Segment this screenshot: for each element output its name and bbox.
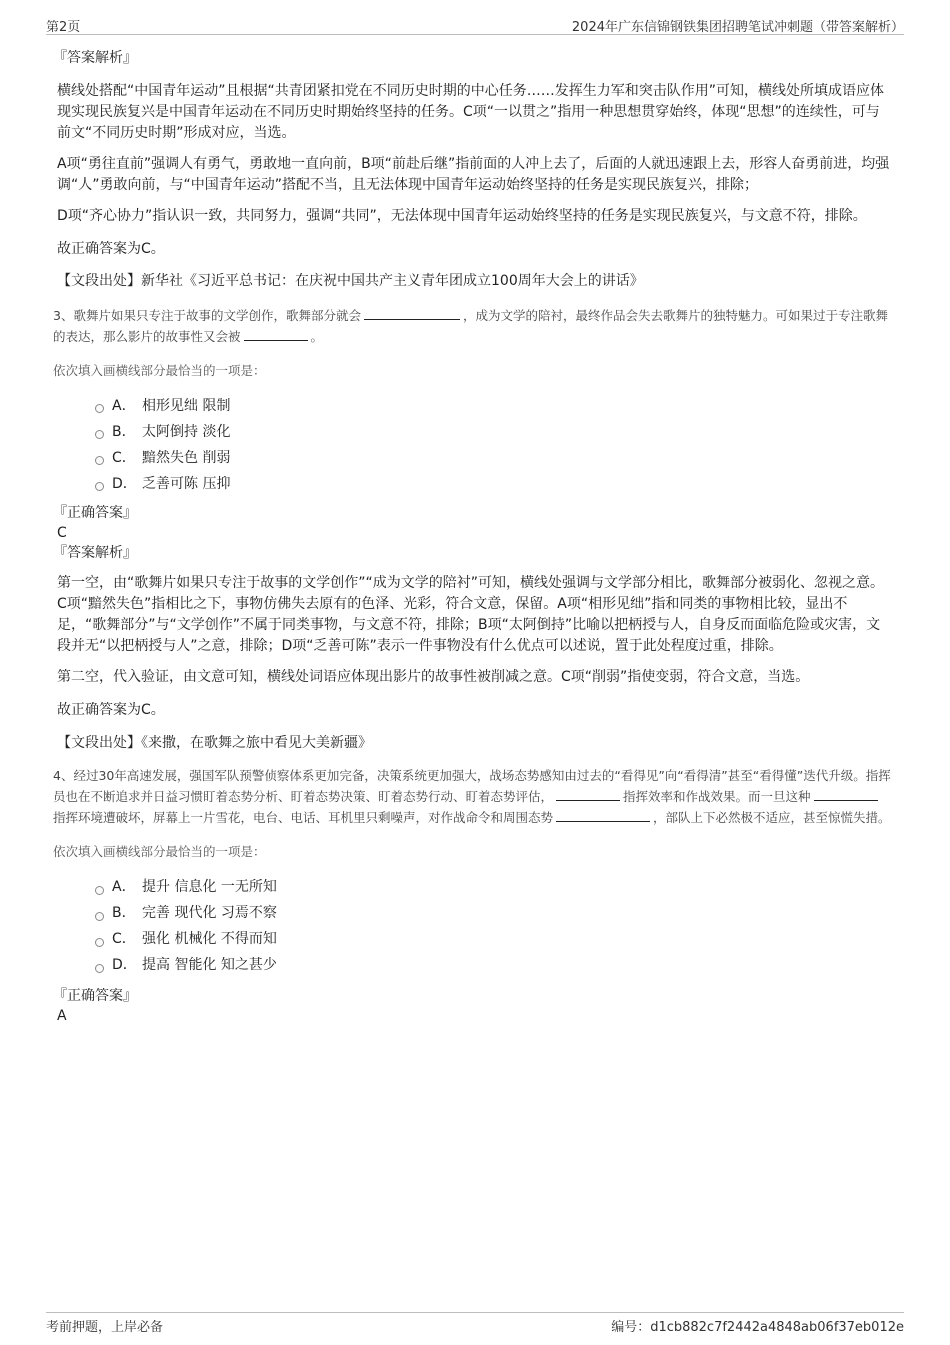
q3-analysis-para2: 第二空，代入验证，由文意可知，横线处词语应体现出影片的故事性被削减之意。C项“削弱”指使变弱，符合文意，当选。 [57,668,810,685]
q2-source: 【文段出处】新华社《习近平总书记：在庆祝中国共产主义青年团成立100周年大会上的讲话》 [57,273,644,289]
q3-analysis-para1: 第一空，由“歌舞片如果只专注于故事的文学创作”“成为文学的陪衬”可知，横线处强调与文学部分相比，歌舞部分被弱化、忽视之意。C项“黯然失色”指相比之下，事物仿佛失去原有的色泽、光彩，符合文意，保留。A项“相形见绌”指和同类的事物相比较，显出不足，“歌舞部分”与“文学创作”不属于同类事物，与文意不符，排除；B项“太阿倒持”比喻以把柄授与人，自身反而面临危险或灾害，文段并无“以把柄授与人”之意，排除；D项“乏善可陈”表示一件事物没有什么优点可以述说，置于此处程度过重，排除。 [57,574,885,654]
q2-analysis-para2: A项“勇往直前”强调人有勇气，勇敢地一直向前，B项“前赴后继”指前面的人冲上去了，后面的人就迅速跟上去，形容人奋勇前进，均强调“人”勇敢向前，与“中国青年运动”搭配不当，且无法体现中国青年运动始终坚持的任务是实现民族复兴，排除； [57,156,890,193]
footer-slogan: 考前押题，上岸必备 [46,1320,164,1335]
radio-icon[interactable] [95,912,104,921]
q3-answer-label: 『正确答案』 [53,504,137,521]
radio-icon[interactable] [95,404,104,413]
q4-blank-2 [814,786,878,801]
q4-option-c[interactable]: C． 强化 机械化 不得而知 [95,926,893,952]
document-title: 2024年广东信锦钢铁集团招聘笔试冲刺题（带答案解析） [571,20,904,35]
q4-option-a[interactable]: A． 提升 信息化 一无所知 [95,874,893,900]
question-4 [53,766,893,1026]
q3-option-c[interactable]: C． 黯然失色 削弱 [95,445,893,471]
q2-analysis-label: 『答案解析』 [53,50,137,66]
q4-stem [53,766,893,828]
q4-stem-part1: 4、经过30年高速发展，强国军队预警侦察体系更加完备，决策系统更加强大，战场态势感知由过去的“看得见”向“看得清”甚至“看得懂”迭代升级。指挥员也在不断追求并日益习惯盯着态势分析、盯着态势决策、盯着态势行动、盯着态势评估， [53,768,891,804]
q4-prompt: 依次填入画横线部分最恰当的一项是： [53,844,266,859]
page-footer [46,1312,904,1339]
q4-stem-part2: 指挥效率和作战效果。而一旦这种 [623,789,811,804]
q3-stem-part1: 3、歌舞片如果只专注于故事的文学创作，歌舞部分就会 [53,307,361,323]
q3-stem [53,305,893,347]
radio-icon[interactable] [95,456,104,465]
q3-option-d[interactable]: D． 乏善可陈 压抑 [95,471,893,497]
q3-option-b[interactable]: B． 太阿倒持 淡化 [95,419,893,445]
page-number: 第2页 [46,20,81,35]
q3-stem-part3: 。 [310,328,324,344]
q2-analysis-para1: 横线处搭配“中国青年运动”且根据“共青团紧扣党在不同历史时期的中心任务……发挥生力军和突击队作用”可知，横线处所填成语应体现实现民族复兴是中国青年运动在不同历史时期始终坚持的任务。C项“一以贯之”指用一种思想贯穿始终，体现“思想”的连续性，可与前文“不同历史时期”形成对应，当选。 [57,83,885,141]
q4-option-d[interactable]: D． 提高 智能化 知之甚少 [95,952,893,978]
radio-icon[interactable] [95,964,104,973]
q4-stem-part4: ，部队上下必然极不适应，甚至惊慌失措。 [653,810,891,825]
page-content [53,48,893,1026]
q4-stem-part3: 指挥环境遭破坏，屏幕上一片雪花，电台、电话、耳机里只剩噪声，对作战命令和周围态势 [53,810,554,825]
q3-stem-part2: ，成为文学的陪衬，最终作品会失去歌舞片的独特魅力。可如果过于专注歌舞的表达，那么影片的故事性又会被 [53,307,888,344]
q3-source: 【文段出处】《来撒，在歌舞之旅中看见大美新疆》 [57,734,372,751]
page-header [46,14,904,35]
q4-blank-3 [556,807,650,822]
q3-blank-2 [244,326,308,341]
q2-analysis-para3: D项“齐心协力”指认识一致，共同努力，强调“共同”，无法体现中国青年运动始终坚持的任务是实现民族复兴，与文意不符，排除。 [57,208,867,224]
q3-analysis-label: 『答案解析』 [53,544,137,561]
q4-answer-label: 『正确答案』 [53,988,137,1004]
radio-icon[interactable] [95,886,104,895]
q3-conclusion: 故正确答案为C。 [57,701,165,718]
q3-options [95,393,893,497]
q4-option-b[interactable]: B． 完善 现代化 习焉不察 [95,900,893,926]
q3-prompt: 依次填入画横线部分最恰当的一项是： [53,362,266,378]
q4-options [95,874,893,978]
q4-answer: A [57,1008,67,1024]
document-code: 编号：d1cb882c7f2442a4848ab06f37eb012e [611,1320,904,1335]
radio-icon[interactable] [95,938,104,947]
q2-conclusion: 故正确答案为C。 [57,241,165,257]
radio-icon[interactable] [95,482,104,491]
q3-answer: C [57,524,67,541]
q4-blank-1 [556,786,620,801]
q3-option-a[interactable]: A． 相形见绌 限制 [95,393,893,419]
q2-analysis [53,48,893,292]
radio-icon[interactable] [95,430,104,439]
q3-blank-1 [364,305,460,320]
question-3 [53,305,893,754]
